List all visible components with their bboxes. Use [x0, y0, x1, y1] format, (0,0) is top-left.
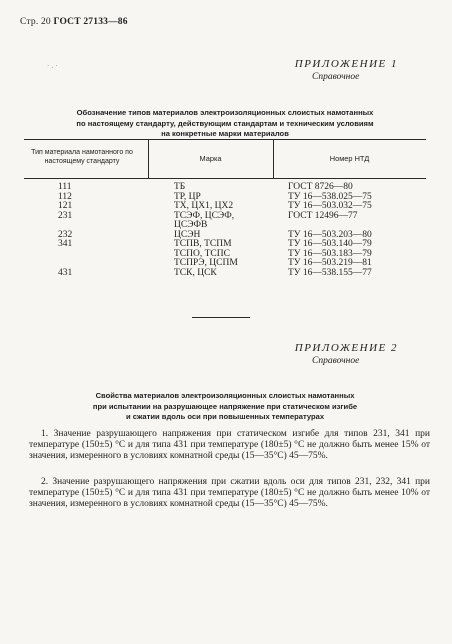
- section-separator: [192, 317, 250, 318]
- cell-ntd: ТУ 16—503.140—79: [288, 239, 372, 249]
- cell-mark: ТХ, ЦХ1, ЦХ2: [174, 201, 234, 211]
- page-header: [20, 17, 128, 27]
- cell-mark: ТСПВ, ТСПМ: [174, 239, 232, 249]
- cell-ntd: ГОСТ 12496—77: [288, 210, 358, 221]
- cell-ntd: ТУ 16—538.025—75: [288, 191, 372, 202]
- appendix2-subtitle: Справочное: [312, 356, 360, 366]
- cell-mark: ТР, ЦР: [174, 191, 201, 202]
- appendix2-title: ПРИЛОЖЕНИЕ 2: [294, 342, 398, 354]
- appendix1-heading-line: по настоящему стандарту, действующим стандартам и техническим условиям: [76, 118, 374, 128]
- appendix1-title: ПРИЛОЖЕНИЕ 1: [294, 58, 398, 70]
- table-header-rule: [24, 178, 426, 179]
- cell-ntd: ТУ 16—503.219—81: [288, 258, 372, 268]
- table-top-rule: [24, 139, 426, 140]
- cell-type: 341: [58, 239, 73, 249]
- appendix2-heading: [20, 391, 430, 423]
- cell-ntd: ТУ 16—503.032—75: [288, 201, 372, 211]
- appendix2-heading-line: Свойства материалов электроизоляционных слоистых намотанных: [95, 391, 355, 400]
- appendix2-heading-line: при испытании на разрушающее напряжение при статическом изгибе: [92, 401, 358, 411]
- cell-ntd: ГОСТ 8726—80: [288, 182, 353, 192]
- cell-type: 121: [58, 201, 73, 211]
- appendix1-heading-line: Обозначение типов материалов электроизоляционных слоистых намотанных: [76, 108, 374, 117]
- appendix1-heading: [20, 108, 430, 140]
- cell-mark: ЦСЭН: [174, 229, 201, 240]
- cell-type: 232: [58, 229, 73, 240]
- cell-mark: ТСПРЭ, ЦСПМ: [174, 258, 238, 268]
- cell-ntd: ТУ 16—503.183—79: [288, 248, 372, 259]
- cell-mark: ЦСЭФВ: [174, 220, 208, 230]
- appendix2-paragraph-1: 1. Значение разрушающего напряжения при статическом изгибе для типов 231, 341 при температуре (150±5) °С и для типа 431 при температуре (180±5) °С не должно быть менее 15% от значения, измеренного в условиях комнатной среды (15—35°С) 45—75%.: [29, 429, 430, 462]
- appendix2-heading-line: и сжатии вдоль оси при повышенных температурах: [125, 412, 325, 421]
- cell-ntd: ТУ 16—538.155—77: [288, 267, 372, 278]
- cell-type: 112: [58, 191, 72, 202]
- cell-type: 231: [58, 210, 73, 221]
- standard-number: ГОСТ 27133—86: [53, 17, 128, 27]
- appendix1-subtitle: Справочное: [312, 72, 360, 82]
- col-header-ntd: Номер НТД: [329, 154, 370, 163]
- cell-ntd: ТУ 16—503.203—80: [288, 229, 372, 240]
- cell-mark: ТСК, ЦСК: [174, 267, 217, 278]
- cell-type: 111: [58, 182, 72, 192]
- cell-type: 431: [58, 267, 73, 278]
- cell-mark: ТСПО, ТСПС: [174, 248, 230, 259]
- page-number: Стр. 20: [20, 17, 51, 27]
- margin-marks: ·.·: [47, 62, 60, 70]
- col-header-mark: Марка: [199, 154, 222, 163]
- ntd-table: [24, 139, 426, 284]
- col-header-type: Тип материала намотанного по настоящему стандарту: [31, 149, 133, 165]
- appendix1-heading-line: на конкретные марки материалов: [161, 129, 289, 138]
- appendix2-paragraph-2: 2. Значение разрушающего напряжения при сжатии вдоль оси для типов 231, 232, 341 при температуре (150±5) °С и для типа 431 при температуре (180±5) °С не должно быть менее 10% от значения, измеренного в условиях комнатной среды (15—35°С) 45—75%.: [29, 477, 430, 510]
- cell-mark: ТСЭФ, ЦСЭФ,: [174, 210, 235, 221]
- cell-mark: ТБ: [174, 182, 186, 192]
